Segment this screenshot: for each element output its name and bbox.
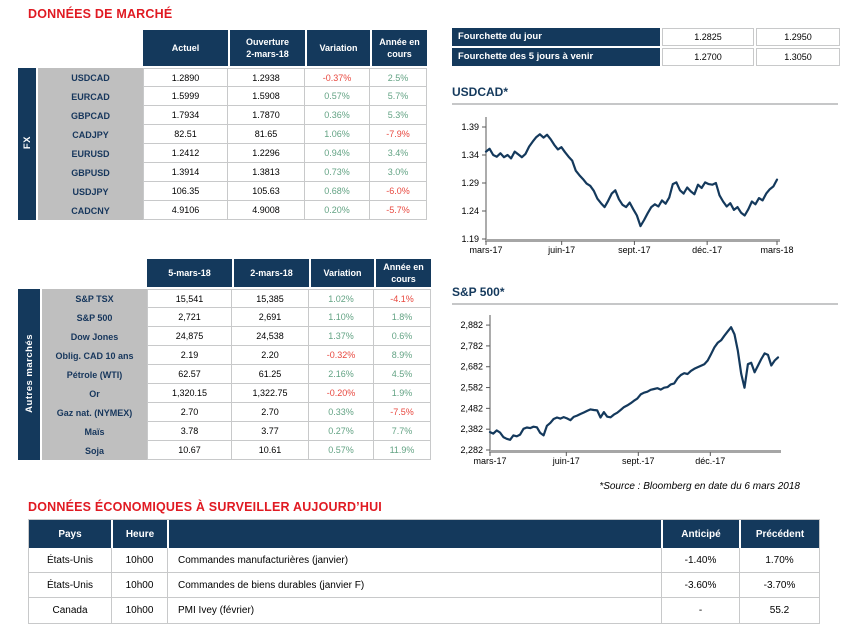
fourchette-low: 1.2700 [662,48,754,66]
fourchette-label: Fourchette du jour [452,28,660,46]
variation-value: 0.36% [305,106,370,125]
variation-value: 1.10% [309,308,374,327]
variation-value: 0.73% [305,163,370,182]
value-col2: 1,322.75 [232,384,309,403]
fx-header-actuel: Actuel [143,30,228,68]
svg-text:2,582: 2,582 [460,382,483,393]
value-col2: 3.77 [232,422,309,441]
row-label: Soja [42,441,147,460]
fx-table [18,30,427,220]
variation-value: 0.20% [305,201,370,220]
value-col2: 15,385 [232,289,309,308]
svg-text:1.39: 1.39 [461,122,479,132]
usdcad-chart [452,106,838,258]
economic-data-title: DONNÉES ÉCONOMIQUES À SURVEILLER AUJOURD’HUI [28,500,382,514]
econ-row [29,548,819,573]
row-label: Oblig. CAD 10 ans [42,346,147,365]
fourchette-high: 1.2950 [756,28,840,46]
group-label-cell [18,68,38,220]
markets-header-spacer [18,259,147,289]
value-col2: 2,691 [232,308,309,327]
row-label: Pétrole (WTI) [42,365,147,384]
svg-text:sept.-17: sept.-17 [622,456,655,466]
fourchette-high: 1.3050 [756,48,840,66]
ytd-value: 3.4% [370,144,427,163]
row-label: GBPUSD [38,163,143,182]
ytd-value: 5.3% [370,106,427,125]
variation-value: 0.27% [309,422,374,441]
fx-header-ouverture: Ouverture 2-mars-18 [228,30,305,68]
group-label: Autres marchés [23,334,35,414]
value-col2: 2.20 [232,346,309,365]
row-label: Maïs [42,422,147,441]
svg-text:déc.-17: déc.-17 [692,245,723,255]
variation-value: 1.06% [305,125,370,144]
ytd-value: 11.9% [374,441,431,460]
variation-value: 1.37% [309,327,374,346]
row-label: S&P 500 [42,308,147,327]
econ-previous: 55.2 [739,598,819,623]
econ-previous: -3.70% [739,573,819,598]
ytd-value: 4.5% [374,365,431,384]
svg-text:1.34: 1.34 [461,150,479,160]
row-label: Dow Jones [42,327,147,346]
row-label: USDJPY [38,182,143,201]
value-col2: 2.70 [232,403,309,422]
fx-header-variation: Variation [305,30,370,68]
variation-value: 0.33% [309,403,374,422]
svg-text:2,682: 2,682 [460,361,483,372]
econ-indicator: PMI Ivey (février) [167,598,661,623]
econ-time: 10h00 [111,548,167,573]
group-label: FX [21,136,33,150]
usdcad-chart-title: USDCAD* [452,85,838,105]
variation-value: 0.57% [309,441,374,460]
econ-country: États-Unis [29,548,111,573]
svg-text:1.29: 1.29 [461,178,479,188]
econ-previous: 1.70% [739,548,819,573]
svg-text:2,482: 2,482 [460,403,483,414]
econ-indicator: Commandes manufacturières (janvier) [167,548,661,573]
row-label: S&P TSX [42,289,147,308]
svg-text:déc.-17: déc.-17 [695,456,726,466]
fourchette-row [452,28,838,46]
econ-country: États-Unis [29,573,111,598]
value-col2: 1.2938 [228,68,305,87]
ytd-value: -5.7% [370,201,427,220]
value-col1: 2.70 [147,403,232,422]
value-col1: 4.9106 [143,201,228,220]
value-col2: 4.9008 [228,201,305,220]
value-col2: 1.7870 [228,106,305,125]
value-col2: 81.65 [228,125,305,144]
row-label: EURCAD [38,87,143,106]
svg-text:mars-18: mars-18 [760,245,794,255]
row-label: CADCNY [38,201,143,220]
econ-header-anticipe: Anticipé [661,520,739,548]
econ-expected: -1.40% [661,548,739,573]
econ-header-indicator [167,520,661,548]
fourchette-low: 1.2825 [662,28,754,46]
svg-text:mars-17: mars-17 [469,245,503,255]
econ-header-precedent: Précédent [739,520,819,548]
variation-value: 2.16% [309,365,374,384]
value-col1: 1,320.15 [147,384,232,403]
group-label-cell [18,289,42,460]
econ-header-pays: Pays [29,520,111,548]
economic-calendar-table [28,519,820,624]
markets-header-ytd: Année en cours [374,259,431,289]
ytd-value: 1.9% [374,384,431,403]
markets-header-date2: 2-mars-18 [232,259,309,289]
econ-header-heure: Heure [111,520,167,548]
markets-header-date1: 5-mars-18 [147,259,232,289]
variation-value: 0.94% [305,144,370,163]
sp500-chart [452,306,838,470]
value-col1: 1.3914 [143,163,228,182]
value-col1: 82.51 [143,125,228,144]
svg-text:1.19: 1.19 [461,234,479,244]
row-label: GBPCAD [38,106,143,125]
variation-value: -0.20% [309,384,374,403]
value-col2: 1.3813 [228,163,305,182]
value-col2: 24,538 [232,327,309,346]
variation-value: 1.02% [309,289,374,308]
row-label: Gaz nat. (NYMEX) [42,403,147,422]
value-col1: 2.19 [147,346,232,365]
econ-row [29,598,819,623]
econ-time: 10h00 [111,598,167,623]
row-label: USDCAD [38,68,143,87]
value-col1: 10.67 [147,441,232,460]
econ-row [29,573,819,598]
sp500-chart-title: S&P 500* [452,285,838,305]
value-col1: 1.2412 [143,144,228,163]
variation-value: 0.68% [305,182,370,201]
value-col1: 1.2890 [143,68,228,87]
svg-text:mars-17: mars-17 [473,456,507,466]
svg-text:sept.-17: sept.-17 [618,245,651,255]
row-label: Or [42,384,147,403]
row-label: EURUSD [38,144,143,163]
ytd-value: 1.8% [374,308,431,327]
value-col1: 106.35 [143,182,228,201]
econ-country: Canada [29,598,111,623]
svg-text:juin-17: juin-17 [548,245,576,255]
value-col1: 62.57 [147,365,232,384]
row-label: CADJPY [38,125,143,144]
value-col2: 10.61 [232,441,309,460]
other-markets-table [18,259,431,460]
variation-value: 0.57% [305,87,370,106]
ytd-value: 2.5% [370,68,427,87]
value-col1: 15,541 [147,289,232,308]
econ-indicator: Commandes de biens durables (janvier F) [167,573,661,598]
ytd-value: -4.1% [374,289,431,308]
ytd-value: -6.0% [370,182,427,201]
value-col2: 1.5908 [228,87,305,106]
ytd-value: 0.6% [374,327,431,346]
svg-text:2,882: 2,882 [460,320,483,331]
usdcad-chart-block [452,85,838,258]
market-data-title: DONNÉES DE MARCHÉ [28,7,173,21]
value-col1: 1.7934 [143,106,228,125]
ytd-value: 3.0% [370,163,427,182]
svg-text:2,282: 2,282 [460,445,483,455]
svg-text:1.24: 1.24 [461,206,479,216]
value-col2: 1.2296 [228,144,305,163]
fx-header-spacer [18,30,143,68]
svg-text:2,782: 2,782 [460,340,483,351]
variation-value: -0.37% [305,68,370,87]
fourchette-row [452,48,838,66]
fourchette-label: Fourchette des 5 jours à venir [452,48,660,66]
ytd-value: -7.9% [370,125,427,144]
econ-expected: -3.60% [661,573,739,598]
value-col2: 61.25 [232,365,309,384]
ytd-value: 7.7% [374,422,431,441]
fourchette-table [452,28,838,68]
source-note: *Source : Bloomberg en date du 6 mars 2018 [599,481,800,492]
ytd-value: 5.7% [370,87,427,106]
svg-text:2,382: 2,382 [460,424,483,435]
ytd-value: -7.5% [374,403,431,422]
econ-expected: - [661,598,739,623]
variation-value: -0.32% [309,346,374,365]
value-col2: 105.63 [228,182,305,201]
fx-header-ytd: Année en cours [370,30,427,68]
value-col1: 1.5999 [143,87,228,106]
econ-time: 10h00 [111,573,167,598]
value-col1: 24,875 [147,327,232,346]
svg-text:juin-17: juin-17 [552,456,580,466]
value-col1: 2,721 [147,308,232,327]
ytd-value: 8.9% [374,346,431,365]
markets-header-variation: Variation [309,259,374,289]
value-col1: 3.78 [147,422,232,441]
sp500-chart-block [452,285,838,470]
